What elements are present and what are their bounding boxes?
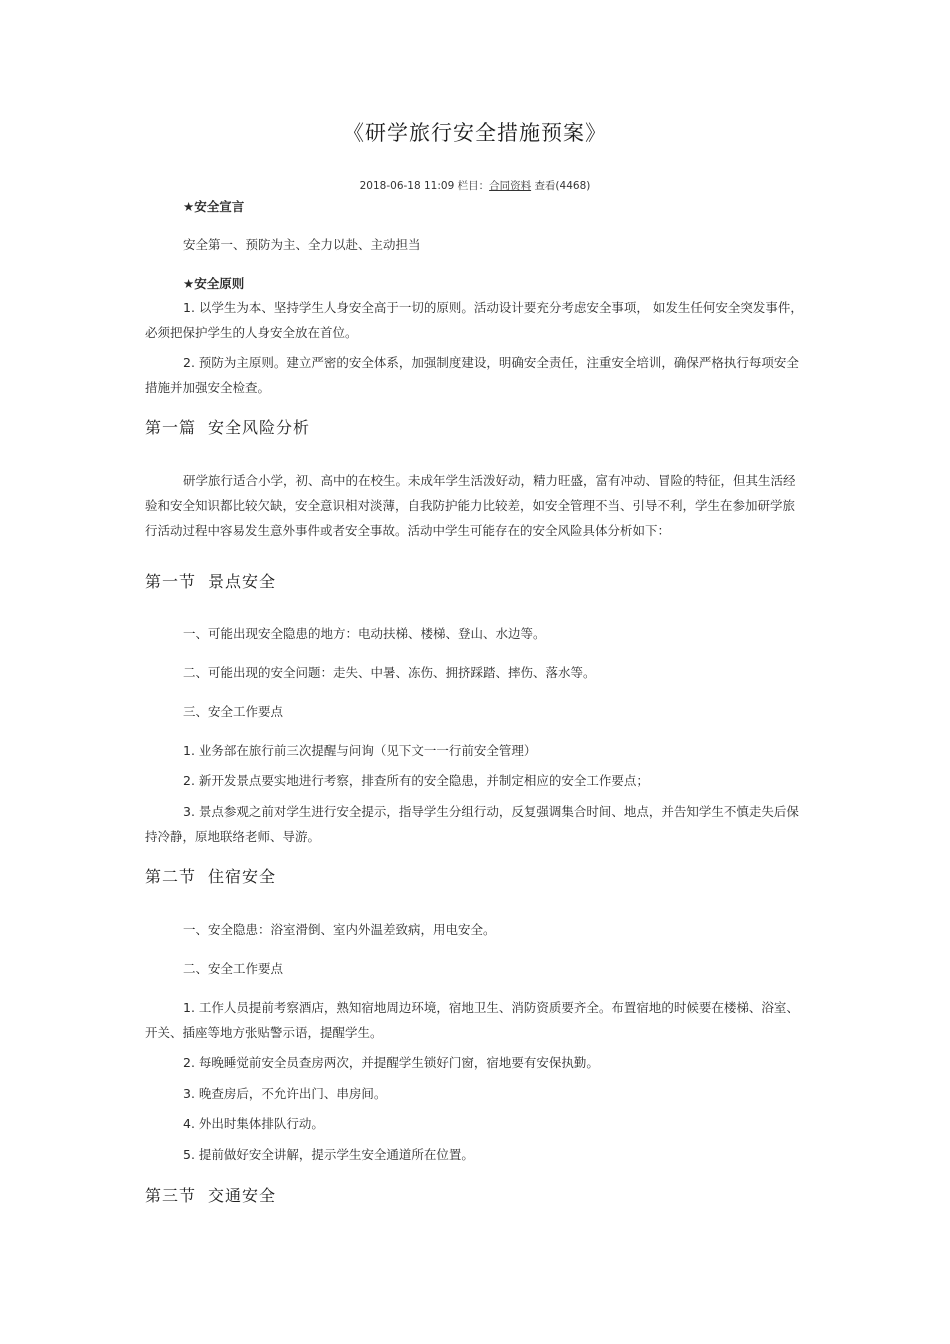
section1-heading-title: 景点安全 <box>208 572 277 591</box>
section3-heading <box>145 1183 807 1206</box>
section2-heading-title: 住宿安全 <box>208 867 277 886</box>
principle-item: 1. 以学生为本、坚持学生人身安全高于一切的原则。活动设计要充分考虑安全事项， 如发生任何安全突发事件，必须把保护学生的人身安全放在首位。 <box>145 300 803 340</box>
meta-column-label: 栏目： <box>457 180 490 192</box>
section1-item: 3. 景点参观之前对学生进行安全提示，指导学生分组行动，反复强调集合时间、地点，并告知学生不慎走失后保持冷静，原地联络老师、导游。 <box>145 804 799 844</box>
article-meta <box>0 178 950 193</box>
declaration-heading: ★安全宣言 <box>183 199 245 214</box>
meta-column-link[interactable]: 合同资料 <box>489 180 532 192</box>
section2-paragraph: 一、安全隐患：浴室滑倒、室内外温差致病，用电安全。 <box>183 922 496 937</box>
principle-item: 2. 预防为主原则。建立严密的安全体系，加强制度建设，明确安全责任，注重安全培训，确保严格执行每项安全措施并加强安全检查。 <box>145 355 799 395</box>
principles-heading: ★安全原则 <box>183 276 245 291</box>
meta-datetime: 2018-06-18 11:09 <box>359 180 455 192</box>
section3-heading-title: 交通安全 <box>208 1186 277 1205</box>
section1-item: 2. 新开发景点要实地进行考察，排查所有的安全隐患，并制定相应的安全工作要点； <box>183 773 649 788</box>
part1-heading-number: 第一篇 <box>145 418 197 437</box>
section2-item: 1. 工作人员提前考察酒店，熟知宿地周边环境，宿地卫生、消防资质要齐全。布置宿地的时候要在楼梯、浴室、开关、插座等地方张贴警示语，提醒学生。 <box>145 1000 799 1040</box>
section1-paragraph: 一、可能出现安全隐患的地方：电动扶梯、楼梯、登山、水边等。 <box>183 626 546 641</box>
part1-heading <box>145 415 807 438</box>
part1-intro: 研学旅行适合小学，初、高中的在校生。未成年学生活泼好动，精力旺盛，富有冲动、冒险的特征，但其生活经验和安全知识都比较欠缺，安全意识相对淡薄，自我防护能力比较差，如安全管理不当、引导不利，学生在参加研学旅行活动过程中容易发生意外事件或者安全事故。活动中学生可能存在的安全风险具体分析如下： <box>145 473 796 538</box>
section1-item: 1. 业务部在旅行前三次提醒与问询（见下文一一行前安全管理） <box>183 743 537 758</box>
section2-heading <box>145 864 807 887</box>
section1-heading-number: 第一节 <box>145 572 197 591</box>
section1-heading <box>145 569 807 592</box>
section2-paragraph: 二、安全工作要点 <box>183 961 284 976</box>
part1-heading-title: 安全风险分析 <box>208 418 311 437</box>
section3-heading-number: 第三节 <box>145 1186 197 1205</box>
document-title: 《研学旅行安全措施预案》 <box>343 121 607 145</box>
declaration-text: 安全第一、预防为主、全力以赴、主动担当 <box>183 237 421 252</box>
section2-item: 3. 晚查房后，不允许出门、串房间。 <box>183 1086 387 1101</box>
section2-item: 4. 外出时集体排队行动。 <box>183 1116 324 1131</box>
section1-paragraph: 三、安全工作要点 <box>183 704 284 719</box>
section2-item: 2. 每晚睡觉前安全员查房两次，并提醒学生锁好门窗，宿地要有安保执勤。 <box>183 1055 599 1070</box>
section2-heading-number: 第二节 <box>145 867 197 886</box>
section2-item: 5. 提前做好安全讲解，提示学生安全通道所在位置。 <box>183 1147 474 1162</box>
meta-views: 查看(4468) <box>534 180 591 192</box>
section1-paragraph: 二、可能出现的安全问题：走失、中暑、冻伤、拥挤踩踏、摔伤、落水等。 <box>183 665 596 680</box>
